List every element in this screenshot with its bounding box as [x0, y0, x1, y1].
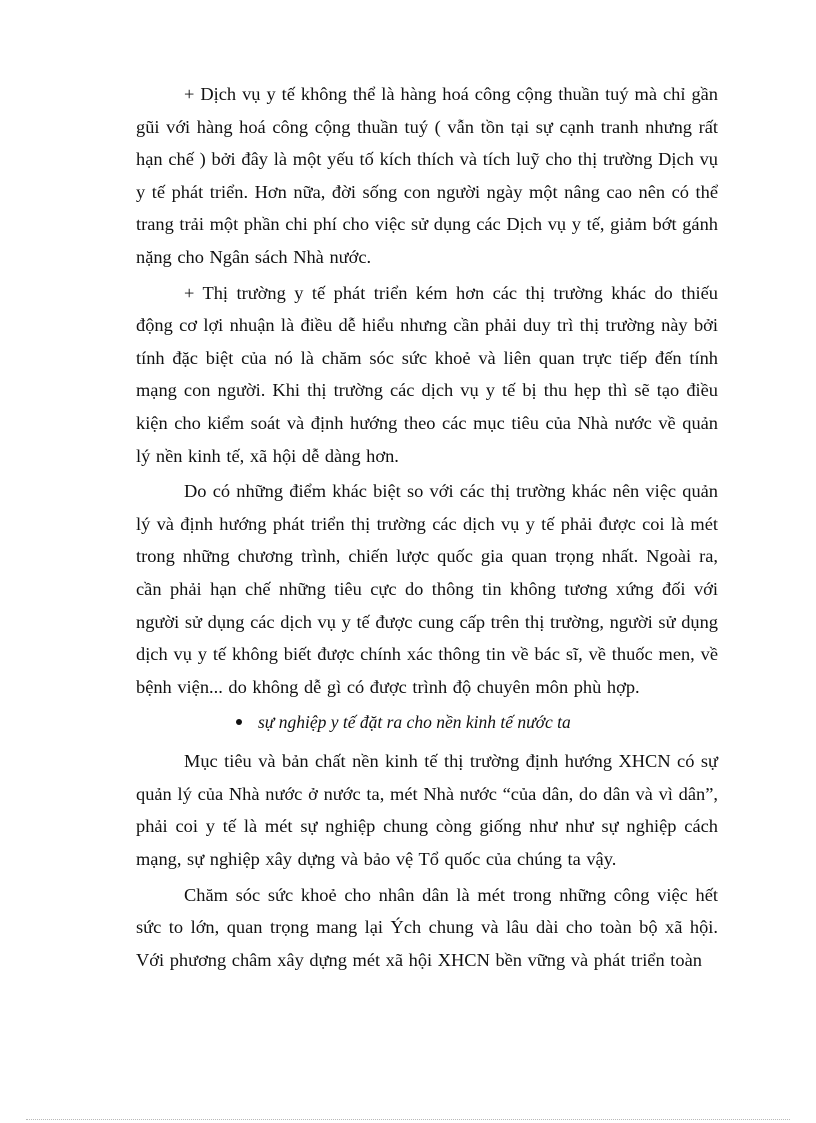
paragraph-health-market-development: + Thị trường y tế phát triển kém hơn các thị trường khác do thiếu động cơ lợi nhuận là điều dễ hiểu nhưng cần phải duy trì thị trường này bởi tính đặc biệt của nó là chăm sóc sức khoẻ và liên quan trực tiếp đến tính mạng con người. Khi thị trường các dịch vụ y tế bị thu hẹp thì sẽ tạo điều kiện cho kiểm soát và định hướng theo các mục tiêu của Nhà nước về quản lý nền kinh tế, xã hội dễ dàng hơn.: [136, 282, 718, 466]
page-bottom-divider: [26, 1119, 790, 1120]
paragraph-health-services-public-goods: + Dịch vụ y tế không thể là hàng hoá công cộng thuần tuý mà chỉ gần gũi với hàng hoá công cộng thuần tuý ( vẫn tồn tại sự cạnh tranh nhưng rất hạn chế ) bởi đây là một yếu tố kích thích và tích luỹ cho thị trường Dịch vụ y tế phát triển. Hơn nữa, đời sống con người ngày một nâng cao nên có thể trang trải một phần chi phí cho việc sử dụng các Dịch vụ y tế, giảm bớt gánh nặng cho Ngân sách Nhà nước.: [136, 84, 718, 267]
paragraph-market-management: Do có những điểm khác biệt so với các thị trường khác nên việc quản lý và định hướng phát triển thị trường các dịch vụ y tế phải được coi là mét trong những chương trình, chiến lược quốc gia quan trọng nhất. Ngoài ra, cần phải hạn chế những tiêu cực do thông tin không tương xứng đối với người sử dụng các dịch vụ y tế được cung cấp trên thị trường, người sử dụng dịch vụ y tế không biết được chính xác thông tin về bác sĩ, về thuốc men, về bệnh viện... do không dễ gì có được trình độ chuyên môn phù hợp.: [136, 481, 718, 697]
paragraph-socialist-market-goals: Mục tiêu và bản chất nền kinh tế thị trường định hướng XHCN có sự quản lý của Nhà nước ở nước ta, mét Nhà nước “của dân, do dân và vì dân”, phải coi y tế là mét sự nghiệp chung còng giống như như sự nghiệp cách mạng, sự nghiệp xây dựng và bảo vệ Tổ quốc của chúng ta vậy.: [136, 751, 718, 870]
paragraph-healthcare-for-people: Chăm sóc sức khoẻ cho nhân dân là mét trong những công việc hết sức to lớn, quan trọng mang lại Ých chung và lâu dài cho toàn bộ xã hội. Với phương châm xây dựng mét xã hội XHCN bền vững và phát triển toàn: [136, 884, 718, 970]
bullet-dot-icon: [236, 719, 242, 725]
document-page: [136, 78, 718, 979]
bullet-heading-text: sự nghiệp y tế đặt ra cho nền kinh tế nước ta: [258, 712, 571, 733]
bullet-heading: [136, 706, 718, 738]
